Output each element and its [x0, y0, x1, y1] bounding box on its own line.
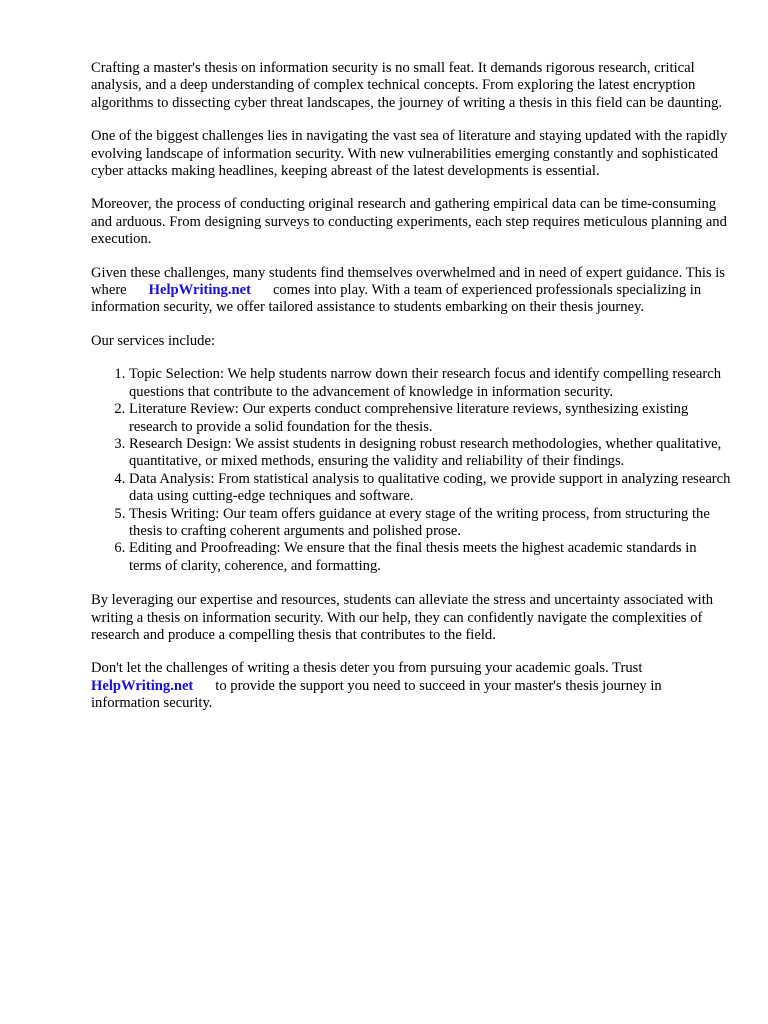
service-item-thesis-writing: 5. Thesis Writing: Our team offers guidance at every stage of the writing process, from structuring the thesis to crafting coherent arguments and polished prose. — [129, 506, 731, 541]
guidance-paragraph — [91, 265, 731, 317]
service-item-data-analysis: 4. Data Analysis: From statistical analysis to qualitative coding, we provide support in analyzing research data using cutting-edge techniques and software. — [129, 471, 731, 506]
service-item-editing-proofreading: 6. Editing and Proofreading: We ensure that the final thesis meets the highest academic standards in terms of clarity, coherence, and formatting. — [129, 540, 731, 575]
guidance-text-before: Given these challenges, many students find themselves overwhelmed and in need of expert guidance. This is where — [91, 264, 725, 299]
closing-paragraph — [91, 660, 731, 712]
services-intro: Our services include: — [91, 332, 216, 349]
service-item-literature-review: 2. Literature Review: Our experts conduct comprehensive literature reviews, synthesizing existing research to provide a solid foundation for the thesis. — [129, 401, 731, 436]
services-list — [91, 366, 731, 575]
service-item-topic-selection: 1. Topic Selection: We help students narrow down their research focus and identify compelling research questions that contribute to the advancement of knowledge in information security. — [129, 366, 731, 401]
benefits-paragraph: By leveraging our expertise and resources, students can alleviate the stress and uncertainty associated with writing a thesis on information security. With our help, they can confidently navigate the complexities of research and produce a compelling thesis that contributes to the field. — [91, 592, 714, 643]
service-item-research-design: 3. Research Design: We assist students in designing robust research methodologies, whether qualitative, quantitative, or mixed methods, ensuring the validity and reliability of their findings. — [129, 436, 731, 471]
helpwriting-link[interactable]: HelpWriting.net — [148, 282, 251, 299]
guidance-text-after: comes into play. With a team of experienced professionals specializing in information security, we offer tailored assistance to students embarking on their thesis journey. — [91, 282, 702, 316]
research-paragraph: Moreover, the process of conducting original research and gathering empirical data can be time-consuming and arduous. From designing surveys to conducting experiments, each step requires meticulous planning and execution. — [91, 196, 727, 248]
closing-text-after: to provide the support you need to succeed in your master's thesis journey in information security. — [91, 677, 662, 712]
closing-text-before: Don't let the challenges of writing a thesis deter you from pursuing your academic goals. Trust — [91, 660, 643, 677]
challenges-paragraph: One of the biggest challenges lies in navigating the vast sea of literature and staying updated with the rapidly evolving landscape of information security. With new vulnerabilities emerging constantly and sophisticated cyber attacks making headlines, keeping abreast of the latest developments is essential. — [91, 128, 728, 180]
helpwriting-link-closing[interactable]: HelpWriting.net — [91, 677, 194, 694]
intro-paragraph: Crafting a master's thesis on information security is no small feat. It demands rigorous research, critical analysis, and a deep understanding of complex technical concepts. From exploring the latest encryption algorithms to dissecting cyber threat landscapes, the journey of writing a thesis in this field can be daunting. — [91, 60, 723, 111]
